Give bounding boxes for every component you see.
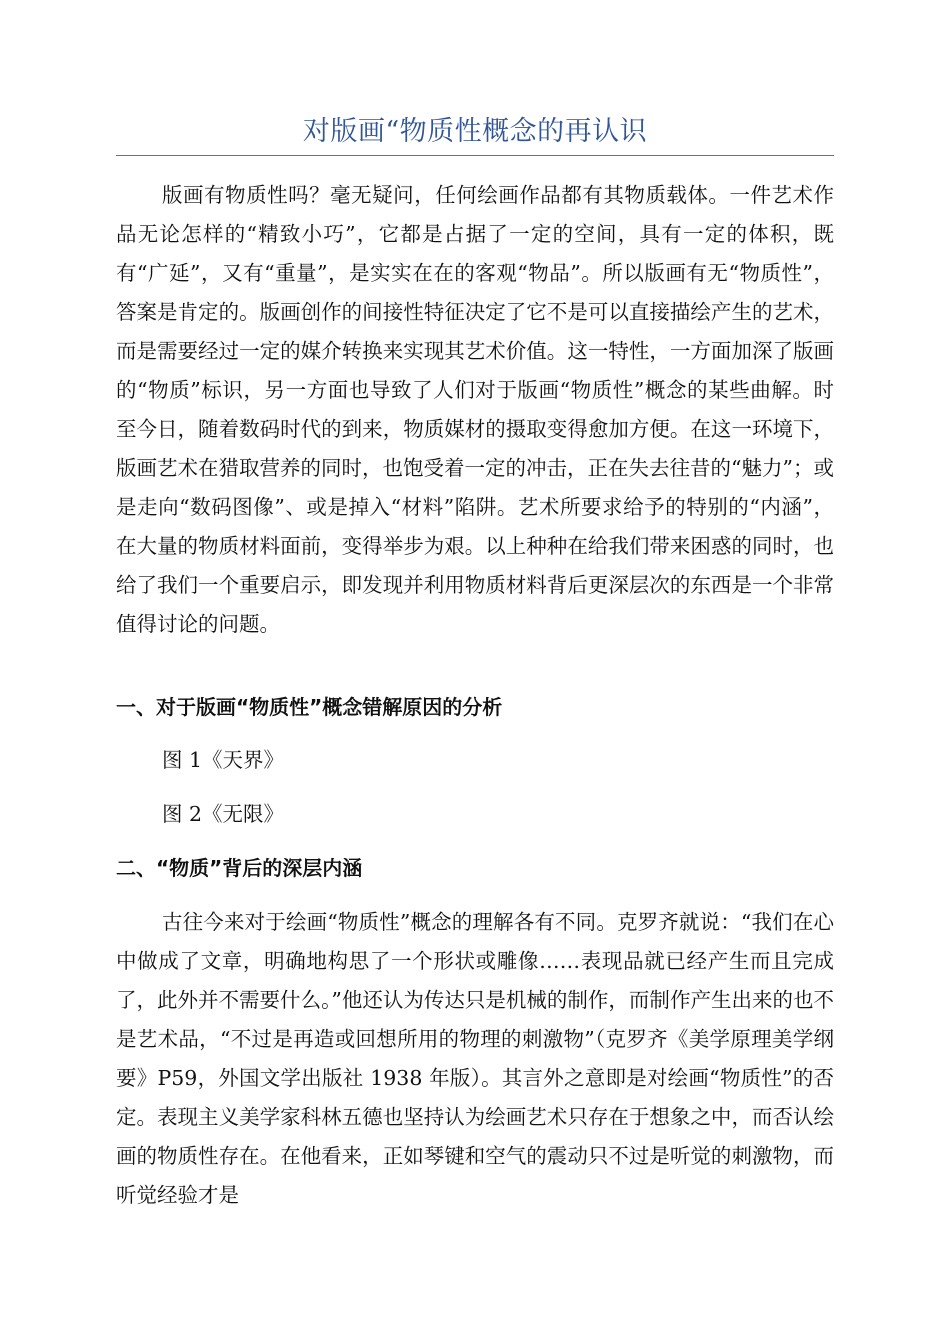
document-title: 对版画“物质性概念的再认识 [302,116,648,147]
figure-caption-2: 图 2《无限》 [162,802,285,826]
title-underline [116,155,834,156]
figure-caption-1: 图 1《天界》 [162,748,285,772]
section-heading-1: 一、对于版画“物质性”概念错解原因的分析 [116,695,503,719]
section-heading-2: 二、“物质”背后的深层内涵 [116,856,363,880]
intro-paragraph: 版画有物质性吗？毫无疑问，任何绘画作品都有其物质载体。一件艺术作品无论怎样的“精致小巧”，它都是占据了一定的空间，具有一定的体积，既有“广延”，又有“重量”，是实实在在的客观“物品”。所以版画有无“物质性”，答案是肯定的。版画创作的间接性特征决定了它不是可以直接描绘产生的艺术，而是需要经过一定的媒介转换来实现其艺术价值。这一特性，一方面加深了版画的“物质”标识，另一方面也导致了人们对于版画“物质性”概念的某些曲解。时至今日，随着数码时代的到来，物质媒材的摄取变得愈加方便。在这一环境下，版画艺术在猎取营养的同时，也饱受着一定的冲击，正在失去往昔的“魅力”；或是走向“数码图像”、或是掉入“材料”陷阱。艺术所要求给予的特别的“内涵”，在大量的物质材料面前，变得举步为艰。以上种种在给我们带来困惑的同时，也给了我们一个重要启示，即发现并利用物质材料背后更深层次的东西是一个非常值得讨论的问题。 [116,183,834,636]
section2-paragraph: 古往今来对于绘画“物质性”概念的理解各有不同。克罗齐就说：“我们在心中做成了文章，明确地构思了一个形状或雕像……表现品就已经产生而且完成了，此外并不需要什么。”他还认为传达只是机械的制作，而制作产生出来的也不是艺术品，“不过是再造或回想所用的物理的刺激物”（克罗齐《美学原理美学纲要》P59，外国文学出版社 1938 年版）。其言外之意即是对绘画“物质性”的否定。表现主义美学家科林五德也坚持认为绘画艺术只存在于想象之中，而否认绘画的物质性存在。在他看来，正如琴键和空气的震动只不过是听觉的刺激物，而听觉经验才是 [116,910,834,1207]
